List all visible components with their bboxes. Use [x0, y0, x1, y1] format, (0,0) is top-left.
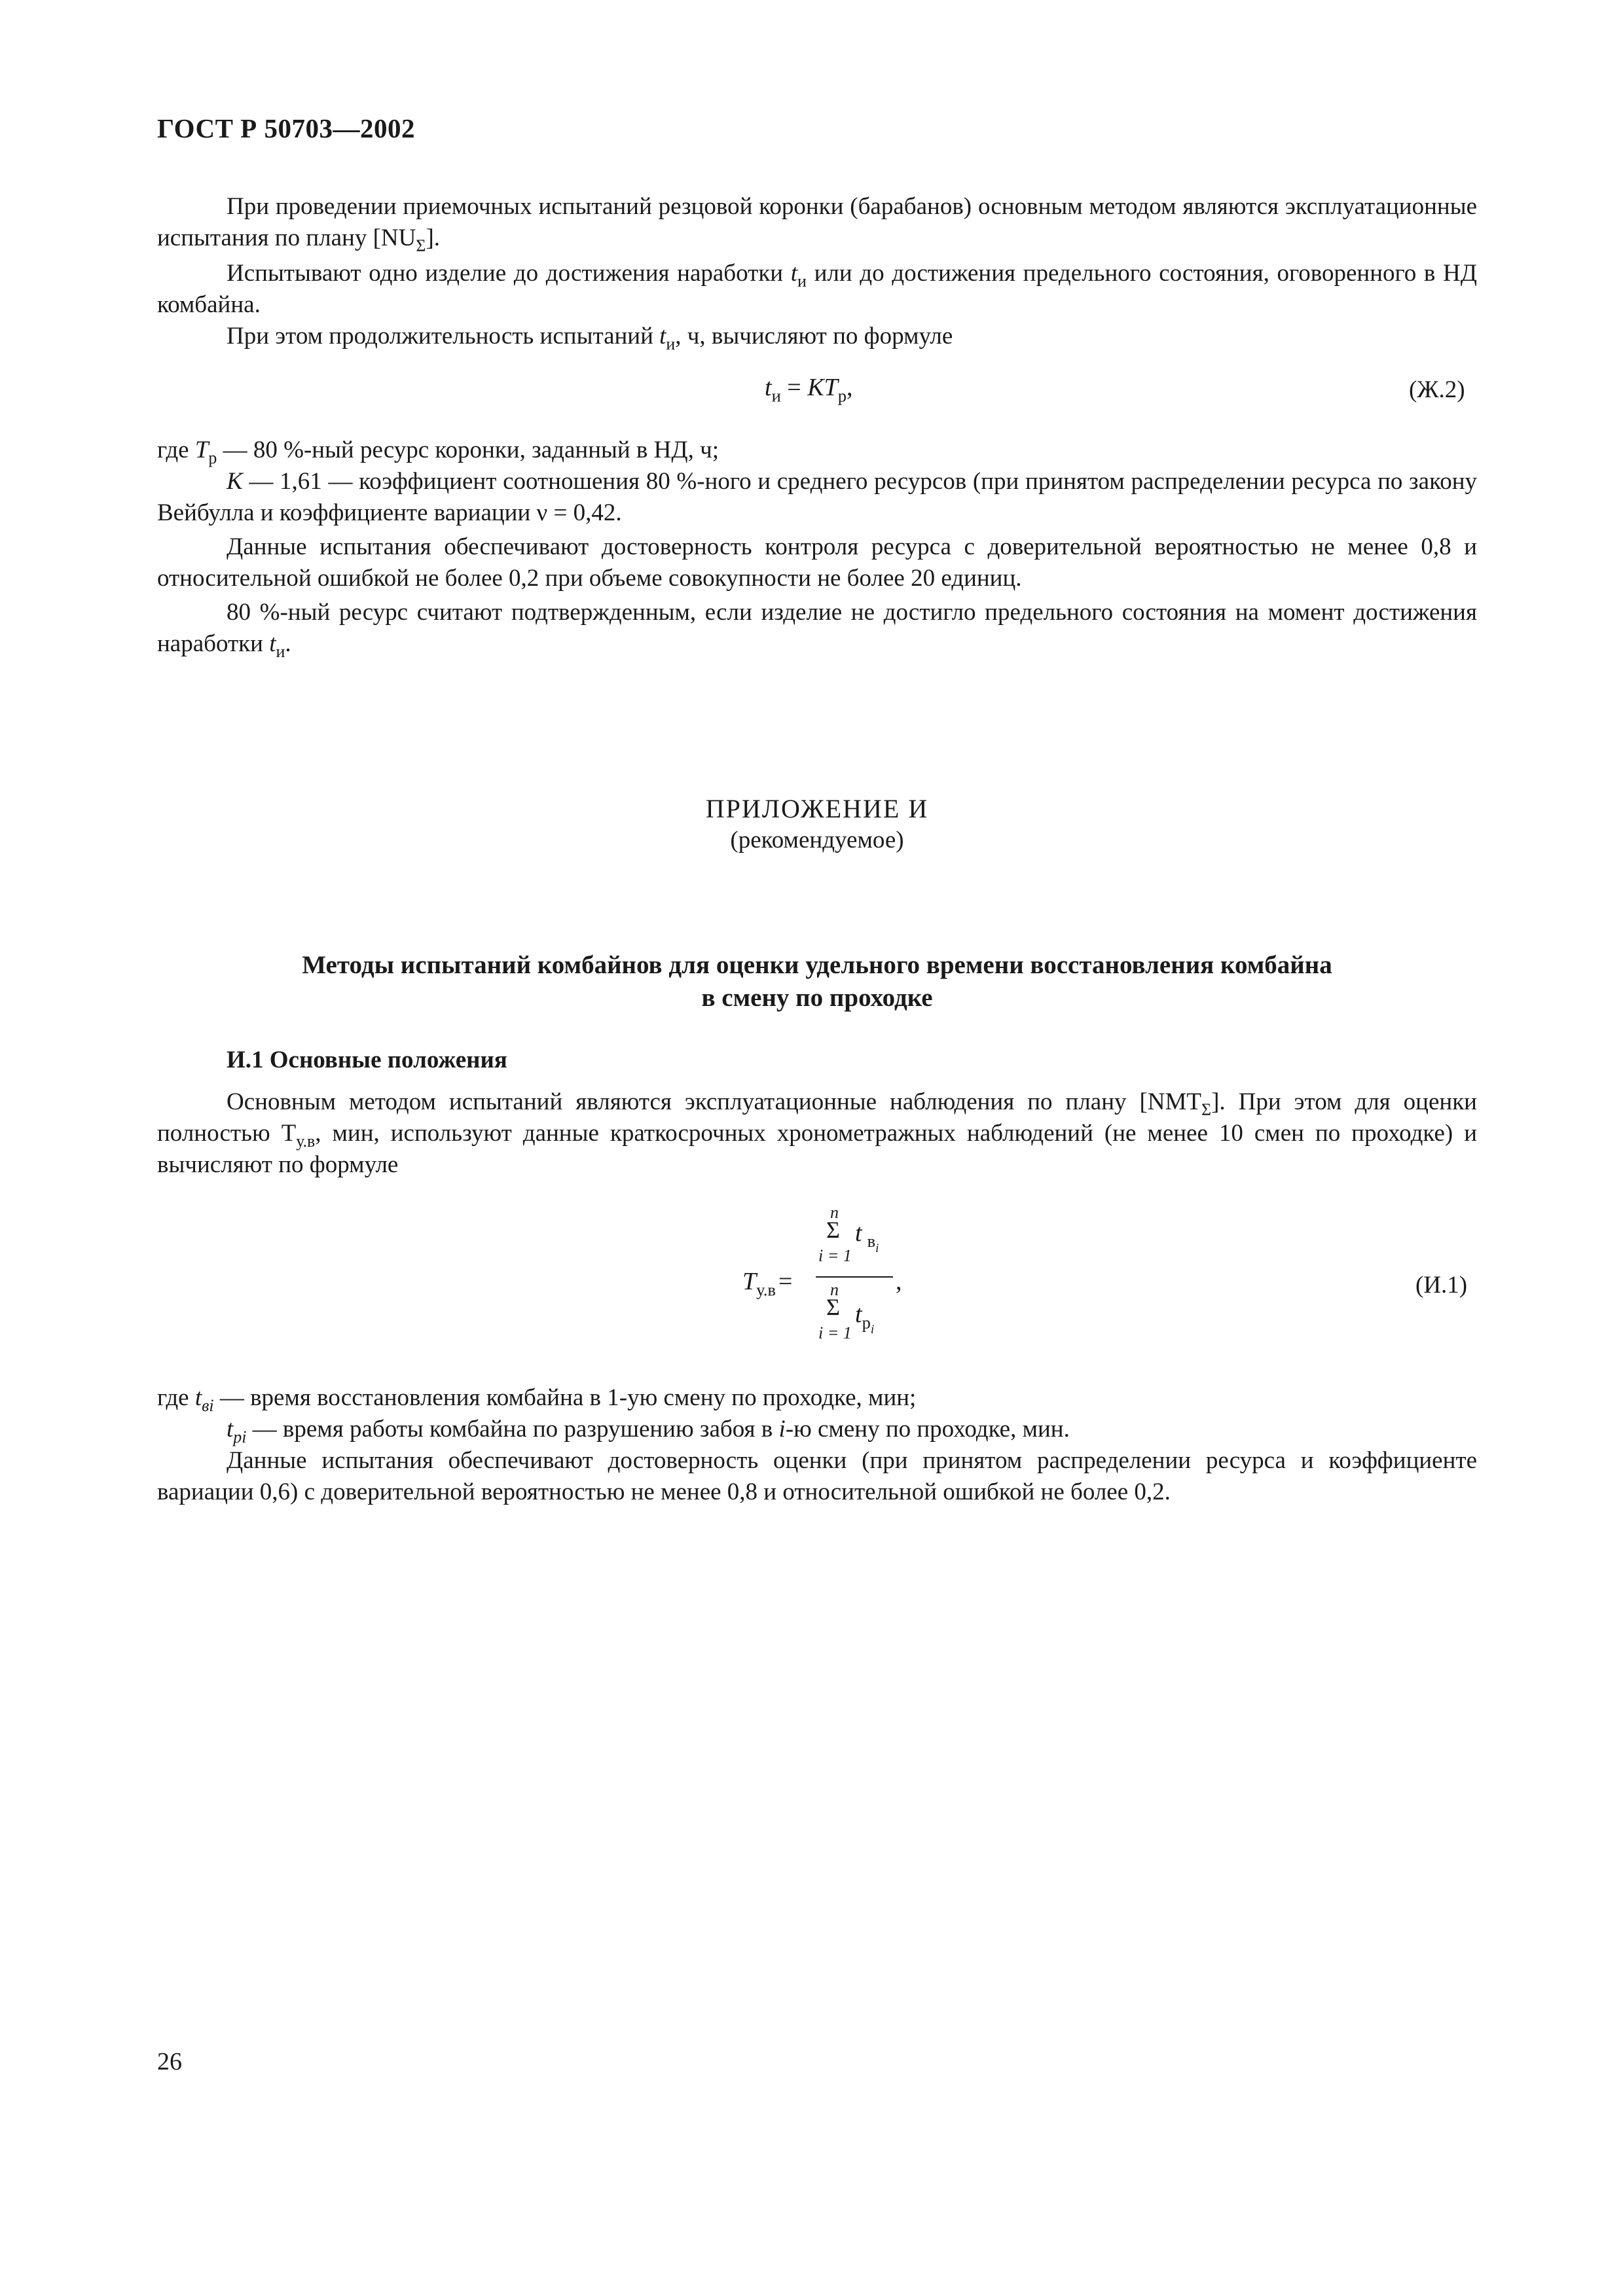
denominator-lower-limit: i = 1	[818, 1323, 852, 1342]
section-title: И.1 Основные положения	[227, 1047, 507, 1073]
appendix-title: ПРИЛОЖЕНИЕ И	[705, 794, 929, 823]
denominator-term: $t_{рi}$	[855, 1300, 875, 1337]
denominator-sigma: Σ	[826, 1294, 840, 1320]
paragraph: Данные испытания обеспечивают достоверность контроля ресурса с доверительной вероятностью не менее 0,8 и относительной ошибкой не более 0,2 при объеме совокупности не более 20 единиц.	[157, 533, 1477, 592]
appendix-heading: Методы испытаний комбайнов для оценки удельного времени восстановления комбайна в смену по проходке	[302, 951, 1332, 1012]
numerator-lower-limit: i = 1	[818, 1246, 852, 1265]
numerator-term: t $_{вi}$	[855, 1219, 879, 1256]
formula-zh2: $t_и = KT_р$,	[765, 374, 853, 406]
formula-number: (И.1)	[1415, 1272, 1468, 1299]
appendix-text	[157, 1086, 1477, 1181]
numerator-upper-limit: n	[830, 1203, 839, 1222]
document-code-header: ГОСТ Р 50703—2002	[157, 113, 415, 143]
formula-i1	[740, 1203, 910, 1360]
numerator-sigma: Σ	[826, 1217, 840, 1243]
where-clause: где $t_{вi}$ — время восстановления комбайна в 1-ую смену по проходке, мин;	[157, 1384, 917, 1416]
paragraph: При этом продолжительность испытаний $t_и$, ч, вычисляют по формуле	[227, 323, 953, 354]
paragraph: При проведении приемочных испытаний резцовой коронки (барабанов) основным методом являются эксплуатационные испытания по плану $[NU_\Sigma]$.	[157, 193, 1477, 256]
formula-lhs: $T_{у.в}$ =	[742, 1268, 793, 1300]
page-number: 26	[157, 2048, 182, 2075]
paragraph: Данные испытания обеспечивают достоверность оценки (при принятом распределении ресурса и коэффициенте вариации 0,6) с доверительной вероятностью не менее 0,8 и относительной ошибкой не более 0,2.	[157, 1447, 1477, 1505]
where-clause: где $T_р$ — 80 %-ный ресурс коронки, заданный в НД, ч;	[157, 437, 719, 468]
appendix-subtitle: (рекомендуемое)	[730, 827, 904, 853]
formula-tail: ,	[896, 1268, 902, 1295]
fraction-bar	[816, 1276, 893, 1278]
denominator-upper-limit: n	[830, 1280, 839, 1299]
formula-number: (Ж.2)	[1409, 376, 1465, 403]
section-zh-explanations	[157, 435, 1477, 660]
paragraph: 80 %-ный ресурс считают подтвержденным, если изделие не достигло предельного состояния на момент достижения наработки $t_и$.	[157, 599, 1477, 662]
where-clause: $t_{рi}$ — время работы комбайна по разрушению забоя в i-ю смену по проходке, мин.	[227, 1416, 1070, 1447]
paragraph: Основным методом испытаний являются эксплуатационные наблюдения по плану $[NMT_\Sigma]$. При этом для оценки полностью $Т_{у.в}$, мин, используют данные краткосрочных хронометражных наблюдений (не менее 10 смен по проходке) и вычисляют по формуле	[157, 1088, 1477, 1178]
paragraph: Испытывают одно изделие до достижения наработки $t_и$ или до достижения предельного состояния, оговоренного в НД комбайна.	[157, 260, 1477, 318]
section-zh-text	[157, 191, 1477, 352]
appendix-explanations	[157, 1382, 1477, 1508]
where-clause: K — 1,61 — коэффициент соотношения 80 %-ного и среднего ресурсов (при принятом распределении ресурса по закону Вейбулла и коэффициенте вариации ν = 0,42.	[157, 468, 1477, 526]
